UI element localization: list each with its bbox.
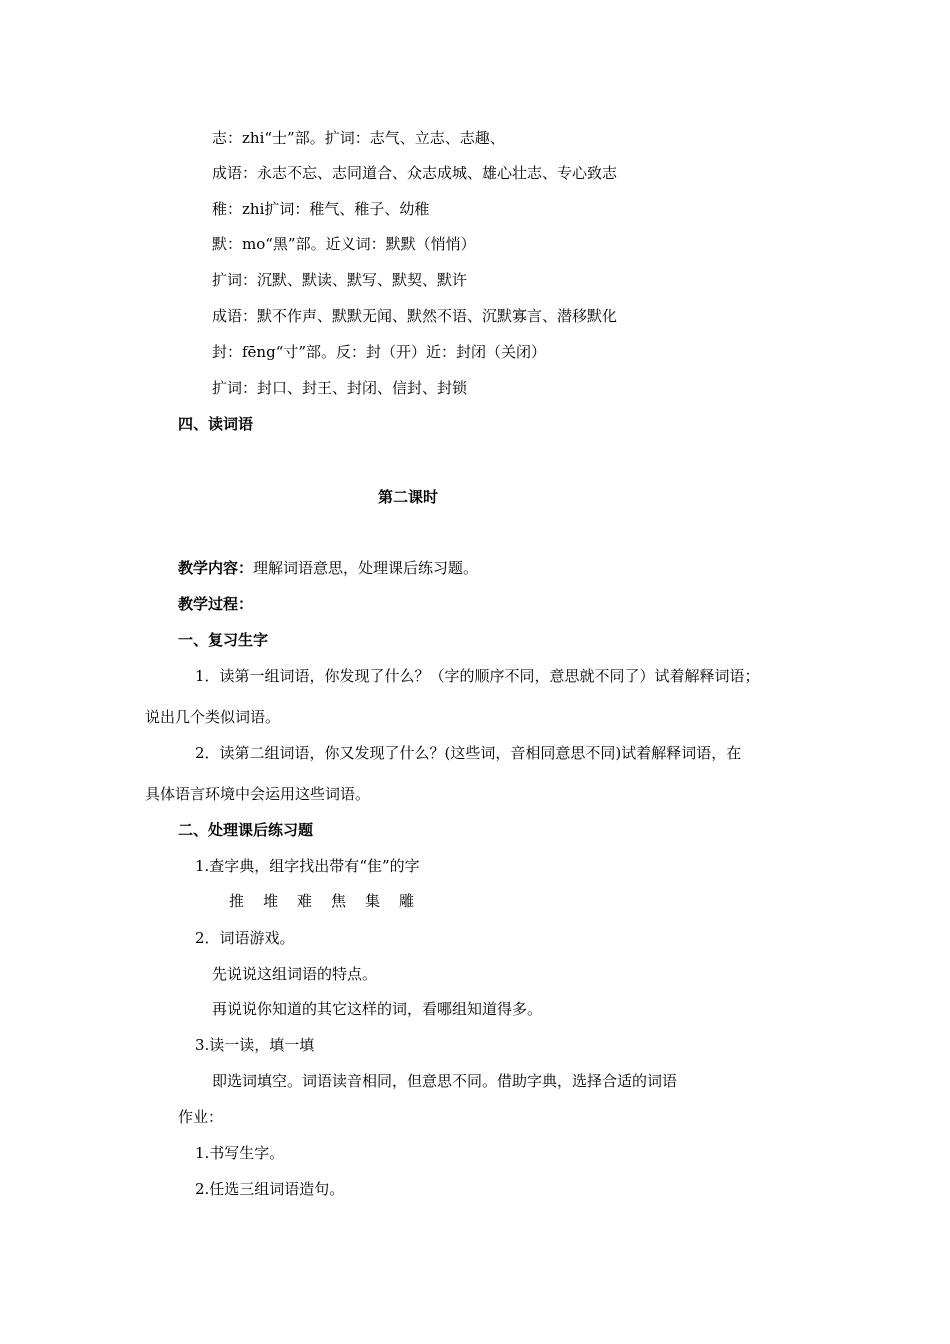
note-line-idioms-mo: 成语：默不作声、默默无闻、默然不语、沉默寡言、潜移默化 <box>212 307 618 325</box>
exercise-3: 3.读一读，填一填 <box>195 1036 315 1054</box>
exercise-2: 2．词语游戏。 <box>195 929 295 947</box>
exercise-2-a: 先说说这组词语的特点。 <box>212 965 378 983</box>
note-line-feng-expand: 扩词：封口、封王、封闭、信封、封锁 <box>212 379 468 397</box>
note-line-mo-expand: 扩词：沉默、默读、默写、默契、默许 <box>212 271 468 289</box>
part-one-heading: 一、复习生字 <box>178 631 269 649</box>
exercise-2-b: 再说说你知道的其它这样的词，看哪组知道得多。 <box>212 1000 543 1018</box>
char-2: 堆 <box>263 892 279 910</box>
note-line-zhi-child: 稚：zhi扩词：稚气、稚子、幼稚 <box>212 200 430 218</box>
homework-item-2: 2.任选三组词语造句。 <box>195 1180 345 1198</box>
char-5: 集 <box>365 892 381 910</box>
teaching-process-label: 教学过程： <box>178 595 254 613</box>
note-line-feng: 封：fēng“寸”部。反：封（开）近：封闭（关闭） <box>212 343 547 361</box>
lesson-title: 第二课时 <box>378 488 439 506</box>
teaching-content <box>178 558 478 578</box>
part-one-item2-line2: 具体语言环境中会运用这些词语。 <box>145 785 371 803</box>
homework-label: 作业： <box>178 1108 224 1126</box>
char-6: 雕 <box>399 892 415 910</box>
part-one-item2-line1: 2．读第二组词语，你又发现了什么？(这些词，音相同意思不同)试着解释词语，在 <box>195 744 742 762</box>
char-1: 推 <box>229 892 245 910</box>
exercise-1: 1.查字典，组字找出带有“隹”的字 <box>195 857 420 875</box>
teaching-content-label: 教学内容： <box>178 559 254 577</box>
part-one-item1-line2: 说出几个类似词语。 <box>145 708 281 726</box>
exercise-3-a: 即选词填空。词语读音相同，但意思不同。借助字典，选择合适的词语 <box>212 1072 678 1090</box>
part-one-item1-line1: 1．读第一组词语，你发现了什么？（字的顺序不同，意思就不同了）试着解释词语； <box>195 667 760 685</box>
char-3: 难 <box>297 892 313 910</box>
heading-four: 四、读词语 <box>178 415 254 433</box>
teaching-content-text: 理解词语意思，处理课后练习题。 <box>253 559 479 577</box>
note-line-idioms-zhi: 成语：永志不忘、志同道合、众志成城、雄心壮志、专心致志 <box>212 164 618 182</box>
char-4: 焦 <box>331 892 347 910</box>
note-line-mo: 默：mo“黑”部。近义词：默默（悄悄） <box>212 235 476 253</box>
homework-item-1: 1.书写生字。 <box>195 1144 285 1162</box>
note-line-zhi: 志：zhi“士”部。扩词：志气、立志、志趣、 <box>212 129 505 147</box>
exercise-1-characters <box>229 891 433 911</box>
part-two-heading: 二、处理课后练习题 <box>178 821 314 839</box>
